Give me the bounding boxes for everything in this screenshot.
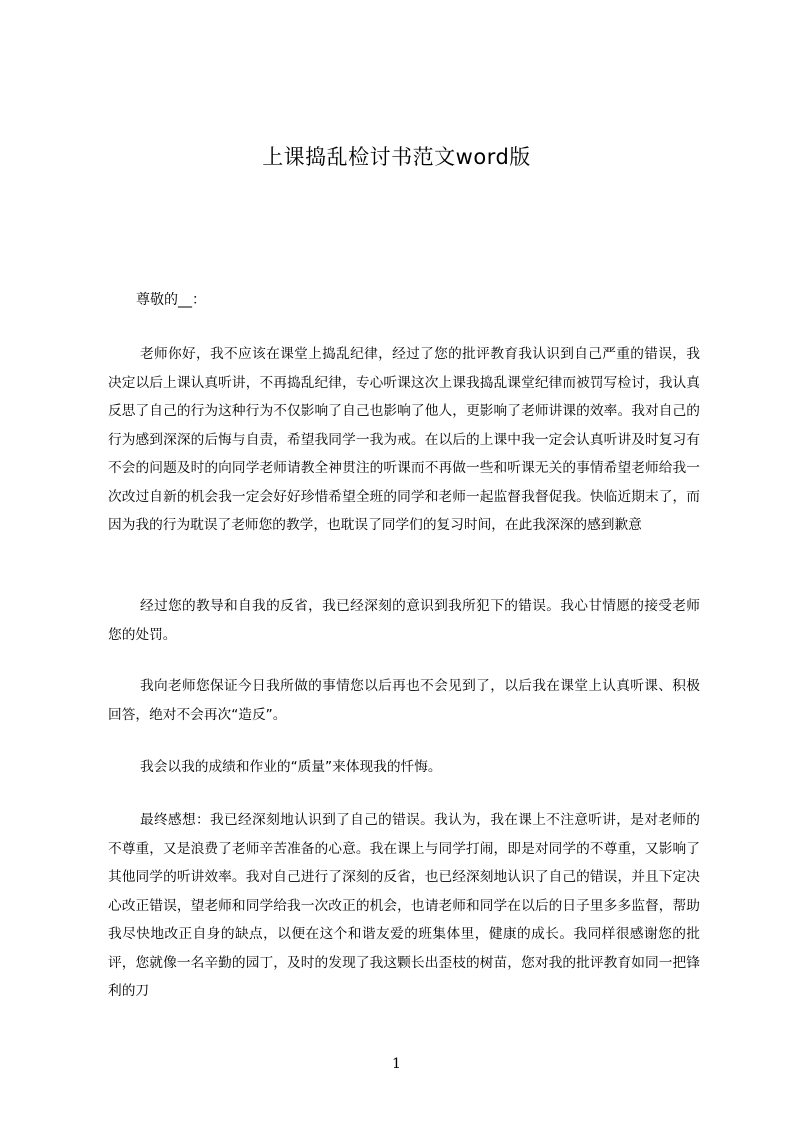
paragraph-apology: 老师你好，我不应该在课堂上捣乱纪律，经过了您的批评教育我认识到自己严重的错误，我决定以后上课认真听讲，不再捣乱纪律，专心听课这次上课我捣乱课堂纪律而被罚写检讨，我认真反思了自己的行为这种行为不仅影响了自己也影响了他人，更影响了老师讲课的效率。我对自己的行为感到深深的后悔与自责，希望我同学一我为戒。在以后的上课中我一定会认真听讲及时复习有不会的问题及时的向同学老师请教全神贯注的听课而不再做一些和听课无关的事情希望老师给我一次改过自新的机会我一定会好好珍惜希望全班的同学和老师一起监督我督促我。快临近期末了，而因为我的行为耽误了老师您的教学，也耽误了同学们的复习时间，在此我深深的感到歉意: [108, 346, 700, 533]
page-number: 1: [392, 1056, 401, 1072]
paragraph-final-thoughts: 最终感想：我已经深刻地认识到了自己的错误。我认为，我在课上不注意听讲，是对老师的不尊重，又是浪费了老师辛苦准备的心意。我在课上与同学打闹，即是对同学的不尊重，又影响了其他同学的听讲效率。我对自己进行了深刻的反省，也已经深刻地认识了自己的错误，并且下定决心改正错误，望老师和同学给我一次改正的机会，也请老师和同学在以后的日子里多多监督，帮助我尽快地改正自身的缺点，以便在这个和谐友爱的班集体里，健康的成长。我同样很感谢您的批评，您就像一名辛勤的园丁，及时的发现了我这颗长出歪枝的树苗，您对我的批评教育如同一把锋利的刀: [108, 812, 700, 999]
document-body: [108, 285, 700, 1035]
document-title: 上课捣乱检讨书范文word版: [262, 145, 531, 169]
paragraph-promise: 我向老师您保证今日我所做的事情您以后再也不会见到了，以后我在课堂上认真听课、积极回答，绝对不会再次“造反”。: [108, 678, 700, 723]
salutation: 尊敬的__：: [136, 292, 206, 308]
paragraph-reflection: 经过您的教导和自我的反省，我已经深刻的意识到我所犯下的错误。我心甘情愿的接受老师您的处罚。: [108, 598, 700, 643]
paragraph-repentance: 我会以我的成绩和作业的“质量”来体现我的忏悔。: [140, 759, 442, 775]
